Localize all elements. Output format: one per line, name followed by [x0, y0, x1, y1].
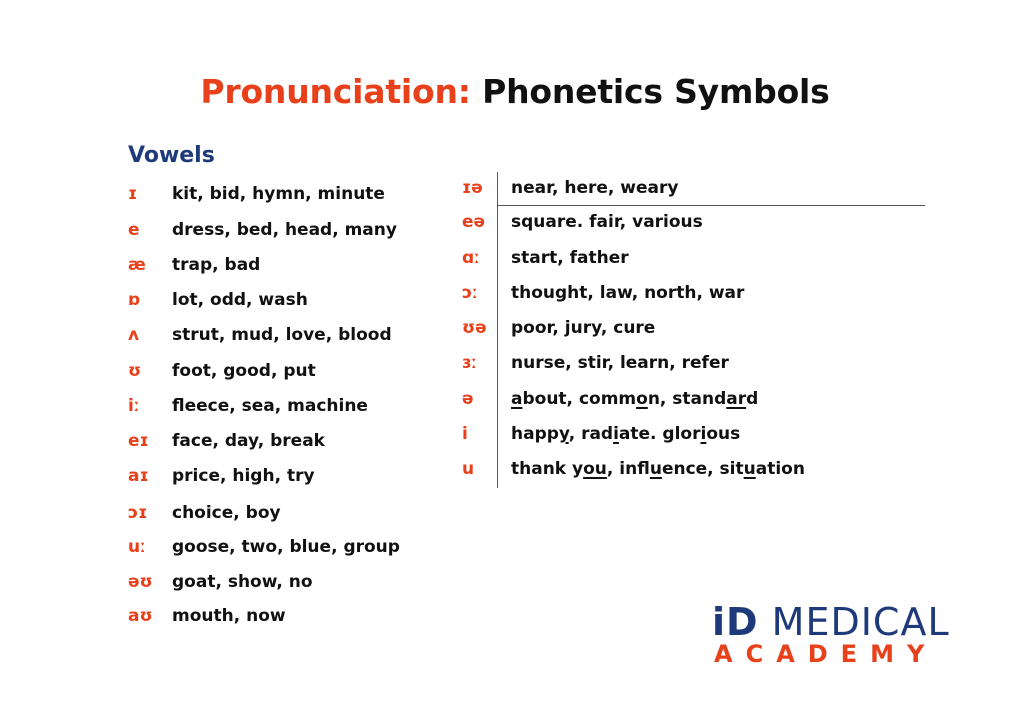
phonetic-symbol: ʌ [128, 325, 140, 345]
example-words: trap, bad [172, 255, 261, 275]
phonetic-symbol: aʊ [128, 606, 153, 626]
table-divider-horizontal [497, 205, 925, 206]
example-words: near, here, weary [511, 178, 679, 198]
phonetic-symbol: u [462, 459, 475, 479]
title-main: Phonetics Symbols [482, 72, 830, 111]
example-words: start, father [511, 248, 629, 268]
phonetic-symbol: ə [462, 389, 474, 409]
logo-academy-text: ACADEMY [714, 640, 938, 668]
example-words: dress, bed, head, many [172, 220, 397, 240]
phonetic-symbol: iː [128, 396, 140, 416]
example-words: lot, odd, wash [172, 290, 308, 310]
example-words: price, high, try [172, 466, 315, 486]
phonetic-symbol: e [128, 220, 140, 240]
logo-line-1 [712, 600, 950, 644]
phonetic-symbol: ɜː [462, 353, 477, 373]
example-words: choice, boy [172, 503, 281, 523]
phonetic-symbol: eə [462, 212, 486, 232]
example-words: thought, law, north, war [511, 283, 745, 303]
phonetic-symbol: əʊ [128, 572, 153, 592]
title-accent: Pronunciation: [200, 72, 471, 111]
example-words: square. fair, various [511, 212, 703, 232]
example-words: face, day, break [172, 431, 325, 451]
example-words: goose, two, blue, group [172, 537, 400, 557]
table-divider-vertical [497, 172, 498, 488]
phonetic-symbol: ɑː [462, 248, 480, 268]
example-words: happy, radiate. glorious [511, 424, 741, 444]
example-words: about, common, standard [511, 389, 759, 409]
section-heading-vowels: Vowels [128, 143, 215, 168]
phonetic-symbol: æ [128, 255, 146, 275]
example-words: goat, show, no [172, 572, 313, 592]
phonetic-symbol: ɪə [462, 178, 483, 198]
phonetic-symbol: ɒ [128, 290, 141, 310]
page-title [0, 72, 1030, 111]
phonetic-symbol: ʊ [128, 361, 142, 381]
example-words: foot, good, put [172, 361, 316, 381]
logo-medical-text: MEDICAL [771, 600, 950, 644]
example-words: thank you, influence, situation [511, 459, 805, 479]
phonetic-symbol: ʊə [462, 318, 487, 338]
phonetic-symbol: ɪ [128, 184, 138, 204]
example-words: poor, jury, cure [511, 318, 656, 338]
example-words: fleece, sea, machine [172, 396, 368, 416]
phonetic-symbol: aɪ [128, 466, 149, 486]
phonetic-symbol: uː [128, 537, 146, 557]
example-words: kit, bid, hymn, minute [172, 184, 385, 204]
phonetic-symbol: ɔː [462, 283, 478, 303]
logo-id-mark: iD [712, 600, 759, 644]
phonetic-symbol: eɪ [128, 431, 149, 451]
phonetic-symbol: ɔɪ [128, 503, 148, 523]
example-words: mouth, now [172, 606, 286, 626]
example-words: strut, mud, love, blood [172, 325, 392, 345]
phonetic-symbol: i [462, 424, 468, 444]
example-words: nurse, stir, learn, refer [511, 353, 729, 373]
